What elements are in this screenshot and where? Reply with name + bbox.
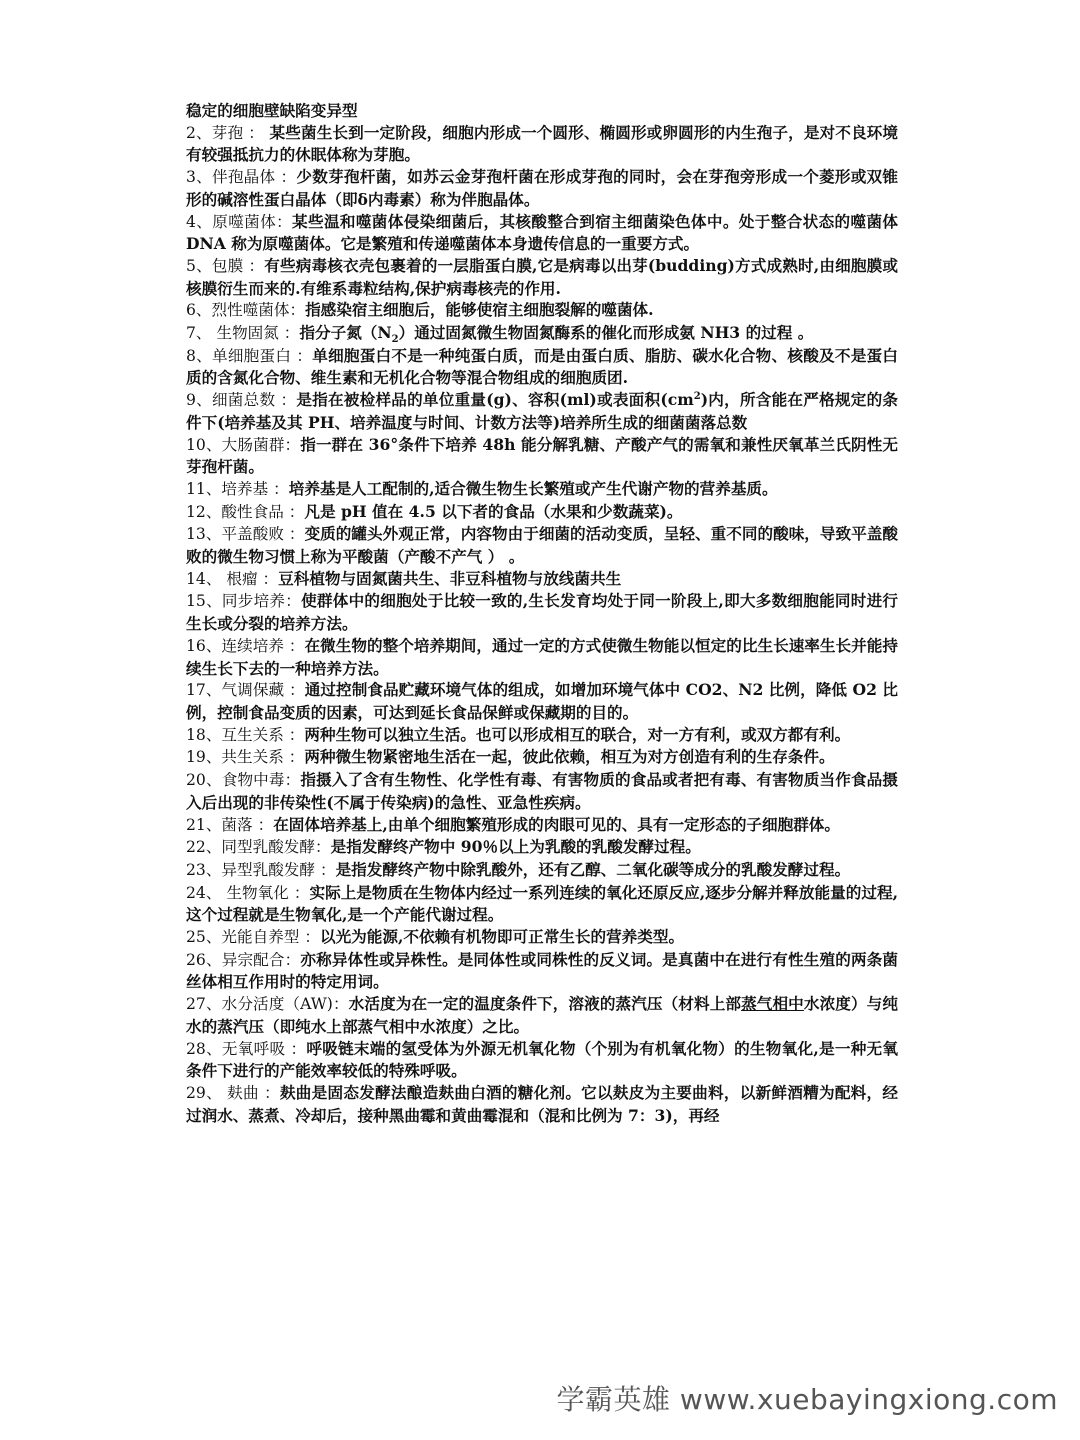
- entry-term: 26、异宗配合：: [186, 950, 301, 969]
- def-text: 水活度为在一定的温度条件下，溶液的蒸汽压（材料上部: [348, 994, 742, 1014]
- entry-term: 24、 生物氧化 ：: [186, 883, 310, 902]
- glossary-entry: [186, 635, 898, 679]
- entry-definition: 是指发酵终产物中 90％以上为乳酸的乳酸发酵过程。: [330, 837, 701, 857]
- entry-definition: 呼吸链末端的氢受体为外源无机氧化物（个别为有机氧化物）的生物氧化,是一种无氧条件下进行的产能效率较低的特殊呼吸。: [186, 1038, 898, 1081]
- entry-definition: 指一群在 36°条件下培养 48h 能分解乳糖、产酸产气的需氧和兼性厌氧革兰氏阴性无芽孢杆菌。: [186, 434, 898, 477]
- entry-definition: 是指发酵终产物中除乳酸外，还有乙醇、二氧化碳等成分的乳酸发酵过程。: [335, 859, 851, 879]
- entry-definition: 以光为能源,不依赖有机物即可正常生长的营养类型。: [319, 927, 685, 947]
- entry-definition: 亦称异体性或异株性。是同体性或同株性的反义词。是真菌中在进行有性生殖的两条菌丝体相互作用时的特定用词。: [186, 949, 898, 992]
- glossary-entry: [186, 814, 898, 837]
- glossary-entry: [186, 389, 898, 433]
- entry-term: 25、光能自养型 ：: [186, 928, 320, 947]
- entry-term: 9、细菌总数 ：: [186, 391, 297, 410]
- entry-term: 27、水分活度（AW)：: [186, 995, 349, 1014]
- glossary-entry: [186, 769, 898, 813]
- entry-term: 28、无氧呼吸 ：: [186, 1039, 307, 1058]
- glossary-entry: [186, 993, 898, 1037]
- glossary-entry: [186, 859, 898, 882]
- document-body: [186, 100, 898, 1126]
- entry-definition: 某些菌生长到一定阶段，细胞内形成一个圆形、椭圆形或卵圆形的内生孢子，是对不良环境有较强抵抗力的休眠体称为芽胞。: [186, 122, 898, 165]
- entry-term: 20、食物中毒：: [186, 771, 301, 790]
- entry-term: 14、 根瘤 ：: [186, 569, 279, 588]
- glossary-entry: [186, 590, 898, 634]
- entry-term: 7、 生物固氮 ：: [186, 324, 300, 343]
- entry-term: 19、共生关系 ：: [186, 748, 305, 767]
- glossary-entry: [186, 949, 898, 993]
- entry-definition: 某些温和噬菌体侵染细菌后，其核酸整合到宿主细菌染色体中。处于整合状态的噬菌体 DNA 称为原噬菌体。它是繁殖和传递噬菌体本身遗传信息的一重要方式。: [186, 211, 898, 254]
- glossary-entry: [186, 345, 898, 389]
- glossary-entry: [186, 926, 898, 949]
- entry-term: 10、大肠菌群：: [186, 435, 301, 454]
- entry-term: 13、平盖酸败 ：: [186, 525, 305, 544]
- entry-term: 3、伴孢晶体 ：: [186, 168, 297, 187]
- entry-definition: [299, 323, 814, 346]
- entry-term: 8、单细胞蛋白 ：: [186, 346, 313, 365]
- def-text: )内，所含能在严格规定的条件下(培养基及其 PH、培养温度与时间、计数方法等)培养所生成的细菌菌落总数: [186, 390, 898, 432]
- glossary-entry: [186, 882, 898, 926]
- entry-term: 21、菌落 ：: [186, 815, 274, 834]
- glossary-entry: [186, 322, 898, 345]
- glossary-entry: [186, 211, 898, 255]
- glossary-entry: [186, 122, 898, 166]
- entry-definition: 指摄入了含有生物性、化学性有毒、有害物质的食品或者把有毒、有害物质当作食品摄入后出现的非传染性(不属于传染病)的急性、亚急性疾病。: [186, 770, 898, 812]
- entry-definition: 有些病毒核衣壳包裹着的一层脂蛋白膜,它是病毒以出芽(budding)方式成熟时,由细胞膜或核膜衍生而来的.有维系毒粒结构,保护病毒核壳的作用.: [186, 255, 898, 298]
- glossary-entry: [186, 523, 898, 567]
- entry-term: 4、原噬菌体：: [186, 212, 293, 231]
- entry-term: 2、芽孢 ：: [186, 123, 264, 142]
- entry-term: 6、烈性噬菌体：: [186, 301, 306, 320]
- glossary-entry: [186, 724, 898, 747]
- entry-definition: 使群体中的细胞处于比较一致的,生长发育均处于同一阶段上,即大多数细胞能同时进行生长或分裂的培养方法。: [186, 591, 899, 634]
- def-text: 水浓度）与纯水的蒸汽压（即纯水上部蒸气相中水浓度）之比。: [186, 994, 898, 1036]
- def-subscript: 2: [391, 334, 399, 346]
- entry-definition: 两种微生物紧密地生活在一起，彼此依赖，相互为对方创造有利的生存条件。: [304, 747, 835, 767]
- entry-term: 16、连续培养 ：: [186, 636, 305, 655]
- glossary-entry: [186, 746, 898, 769]
- entry-definition: 麸曲是固态发酵法酿造麸曲白酒的糖化剂。它以麸皮为主要曲料，以新鲜酒糟为配料，经过润水、蒸煮、冷却后，接种黑曲霉和黄曲霉混和（混和比例为 7：3)，再经: [186, 1082, 898, 1125]
- entry-definition: 培养基是人工配制的,适合微生物生长繁殖或产生代谢产物的营养基质。: [288, 478, 778, 498]
- entry-definition: 变质的罐头外观正常，内容物由于细菌的活动变质，呈轻、重不同的酸味，导致平盖酸败的微生物习惯上称为平酸菌（产酸不产气 ） 。: [186, 524, 898, 567]
- def-text: 是指在被检样品的单位重量(g)、容积(ml)或表面积(cm: [296, 390, 694, 410]
- def-underlined-text: 蒸气相中: [741, 994, 804, 1014]
- glossary-entry: [186, 255, 898, 299]
- entry-term: 15、同步培养：: [186, 592, 302, 611]
- glossary-entry: [186, 1038, 898, 1082]
- glossary-entry: [186, 1082, 898, 1126]
- entry-definition: 指感染宿主细胞后，能够使宿主细胞裂解的噬菌体.: [305, 300, 654, 320]
- entry-term: 17、气调保藏 ：: [186, 681, 305, 700]
- entry-term: 11、培养基 ：: [186, 479, 289, 498]
- entry-definition: 在微生物的整个培养期间，通过一定的方式使微生物能以恒定的比生长速率生长并能持续生长下去的一种培养方法。: [186, 635, 898, 678]
- glossary-entry: [186, 299, 898, 322]
- def-text: 指分子氮（N: [299, 323, 392, 343]
- entry-definition: 凡是 pH 值在 4.5 以下者的食品（水果和少数蔬菜)。: [304, 501, 683, 521]
- entry-term: 18、互生关系 ：: [186, 725, 305, 744]
- def-superscript: 2: [693, 390, 701, 402]
- entry-definition: 两种生物可以独立生活。也可以形成相互的联合，对一方有利，或双方都有利。: [304, 724, 851, 744]
- entry-definition: 在固体培养基上,由单个细胞繁殖形成的肉眼可见的、具有一定形态的子细胞群体。: [273, 814, 840, 834]
- entry-definition: 豆科植物与固氮菌共生、非豆科植物与放线菌共生: [278, 568, 622, 588]
- def-text: ）通过固氮微生物固氮酶系的催化而形成氨 NH3 的过程 。: [398, 323, 814, 343]
- glossary-entry: [186, 434, 898, 478]
- entry-term: 5、包膜 ：: [186, 256, 265, 275]
- glossary-entry: [186, 679, 898, 723]
- glossary-entry: [186, 501, 898, 524]
- site-watermark: 学霸英雄 www.xuebayingxiong.com: [556, 1383, 1058, 1416]
- glossary-entry: [186, 568, 898, 591]
- entry-term: 12、酸性食品 ：: [186, 502, 305, 521]
- glossary-entry: [186, 836, 898, 859]
- entry-definition: 单细胞蛋白不是一种纯蛋白质，而是由蛋白质、脂肪、碳水化合物、核酸及不是蛋白质的含氮化合物、维生素和无机化合物等混合物组成的细胞质团.: [186, 345, 898, 388]
- entry-term: 22、同型乳酸发酵：: [186, 838, 331, 857]
- entry-definition: 少数芽孢杆菌，如苏云金芽孢杆菌在形成芽孢的同时，会在芽孢旁形成一个菱形或双锥形的碱溶性蛋白晶体（即δ内毒素）称为伴胞晶体。: [186, 167, 898, 209]
- entry-term: 23、异型乳酸发酵 ：: [186, 860, 336, 879]
- section-heading: 稳定的细胞壁缺陷变异型: [186, 101, 358, 120]
- glossary-entry: [186, 166, 898, 210]
- glossary-entry: [186, 478, 898, 501]
- entry-definition: 实际上是物质在生物体内经过一系列连续的氧化还原反应,逐步分解并释放能量的过程,这个过程就是生物氧化,是一个产能代谢过程。: [186, 882, 898, 925]
- entry-term: 29、 麸曲 ：: [186, 1083, 280, 1102]
- entry-definition: 通过控制食品贮藏环境气体的组成，如增加环境气体中 CO2、N2 比例，降低 O2 比例，控制食品变质的因素，可达到延长食品保鲜或保藏期的目的。: [186, 680, 898, 722]
